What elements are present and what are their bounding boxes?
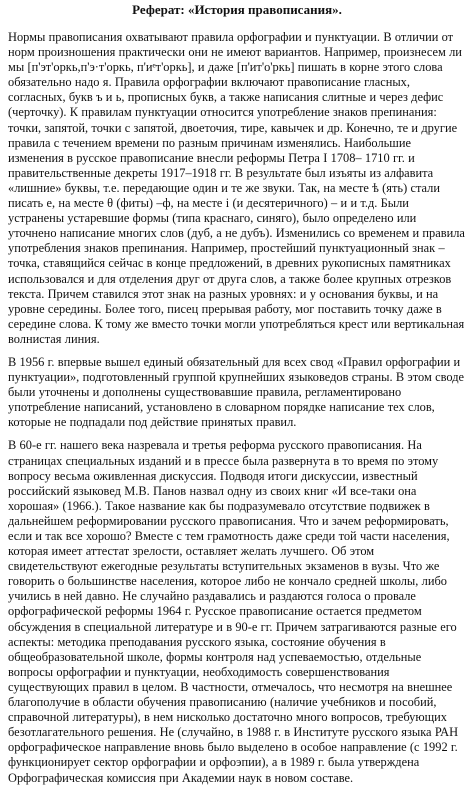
paragraph-third-reform: В 60-е гг. нашего века назревала и третья реформа русского правописания. На страницах специальных изданий и в прессе была развернута в то время по этому вопросу весьма оживленная дискуссия. Подводя итоги дискуссии, известный российский языковед М.В. Панов назвал одну из своих книг «И все-таки она хорошая» (1966.). Такое название как бы подразумевало отсутствие подвижек в дальнейшем реформировании русского правописания. Что и зачем реформировать, если и так все хорошо? Вместе с тем грамотность даже среди той части населения, которая имеет аттестат зрелости, оставляет желать лучшего. Об этом свидетельствуют ежегодные результаты вступительных экзаменов в вузы. Что же говорить о большинстве населения, которое либо не кончало средней школы, либо учились в ней давно. Не случайно раздавались и раздаются голоса о провале орфографической реформы 1964 г. Русское правописание остается предметом обсуждения в специальной литературе и в 90-е гг. Причем затрагиваются разные его аспекты: методика преподавания русского языка, состояние обучения в общеобразовательной школе, формы контроля над успеваемостью, отдельные вопросы орфографии и пунктуации, необходимость совершенствования существующих правил в целом. В частности, отмечалось, что несмотря на внешнее благополучие в области обучения правописанию (наличие учебников и пособий, справочной литературы), в нем нисколько достаточно много вопросов, требующих безотлагательного решения. Не (случайно, в 1988 г. в Институте русского языка РАН орфографическое направление вновь было выделено в особое направление (с 1992 г. функционирует сектор орфографии и орфоэпии), а в 1989 г. была утверждена Орфографическая комиссия при Академии наук в новом составе. [8, 438, 459, 785]
paragraph-orthography-norms: Нормы правописания охватывают правила орфографии и пунктуации. В отличии от норм произношения практически они не имеют вариантов. Например, произнесем ли мы [п'эт'оркь,п'э·т'оркь, п'иᵉт'оркь], и даже [п'ит'о'ркь] пишать в корне этого слова обязательно надо я. Правила орфографии включают правописание гласных, согласных, букв ъ и ь, прописных букв, а также написания слитные и через дефис (черточку). К правилам пунктуации относится употребление знаков препинания: точки, запятой, точки с запятой, двоеточия, тире, кавычек и др. Конечно, те и другие правила с течением времени по разным причинам изменялись. Наибольшие изменения в русское правописание внесли реформы Петра I 1708– 1710 гг. и правительственные декреты 1917–1918 гг. В результате был изъяты из алфавита «лишние» буквы, т.е. передающие один и те же звуки. Так, на месте ѣ (ять) стали писать е, на месте θ (фиты) –ф, на месте і (и десятеричного) – и и т.д. Были устранены устаревшие формы (типа краснаго, синяго), было определено или уточнено написание многих слов (дуб, а не дубъ). Изменились со временем и правила употребления знаков препинания. Например, простейший пунктуационный знак – точка, ставящийся сейчас в конце предложений, в древних рукописных памятниках использовался и для отделения друг от друга слов, а также более крупных отрезков текста. Причем ставился этот знак на разных уровнях: и у основания буквы, и на уровне середины. Более того, писец прерывая работу, мог поставить точку даже в середине слова. К тому же вместо точки могли употребляться крест или вертикальная волнистая линия. [8, 30, 465, 346]
document-title: Реферат: «История правописания». [132, 2, 342, 17]
paragraph-1956-rules: В 1956 г. впервые вышел единый обязательный для всех свод «Правил орфографии и пунктуации», подготовленный группой крупнейших языковедов страны. В этом своде были уточнены и дополнены существовавшие правила, регламентировано употребление написаний, установлено в словарном порядке написание тех слов, которые не подпадали под действие принятых правил. [8, 354, 465, 430]
